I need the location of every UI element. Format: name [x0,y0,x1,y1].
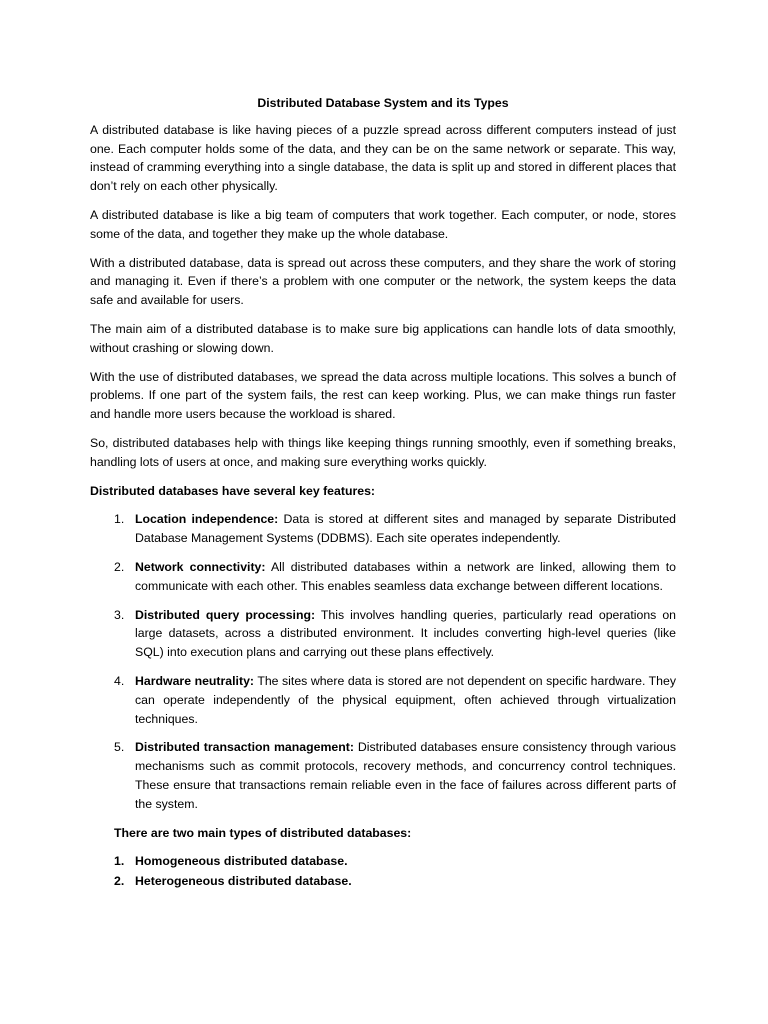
types-heading: There are two main types of distributed databases: [114,825,412,840]
paragraph-summary: So, distributed databases help with things like keeping things running smoothly, even if something breaks, handling lots of users at once, and making sure everything works quickly. [90,435,676,469]
feature-term: Distributed transaction management: [135,740,354,755]
feature-term: Hardware neutrality: [135,673,255,688]
features-list [90,510,676,813]
features-heading: Distributed databases have several key features: [90,483,376,498]
paragraph-intro: A distributed database is like having pieces of a puzzle spread across different computers instead of just one. Each computer holds some of the data, and they can be on the same network or separate. This way, instead of cramming everything into a single database, the data is split up and stored in different places that don’t rely on each other physically. [90,122,676,194]
feature-item-hardware-neutrality [90,672,676,728]
paragraph-benefits: With the use of distributed databases, we spread the data across multiple locations. This solves a bunch of problems. If one part of the system fails, the rest can keep working. Plus, we can make things run faster and handle more users because the workload is shared. [90,369,676,422]
type-label: Heterogeneous distributed database. [135,874,352,889]
list-number: 3. [114,607,125,622]
feature-term: Location independence: [135,512,279,527]
feature-item-network-connectivity [90,558,676,596]
list-number: 1. [114,512,125,527]
list-number: 2. [114,874,125,889]
type-label: Homogeneous distributed database. [135,854,348,869]
list-number: 1. [114,854,125,869]
feature-text: Distributed databases ensure consistency through various mechanisms such as commit protocols, recovery methods, and concurrency control techniques. These ensure that transactions remain reliable even in the face of failures across different parts of the system. [135,740,676,811]
document-body [90,94,676,892]
feature-term: Distributed query processing: [135,607,316,622]
type-item-heterogeneous [90,872,676,891]
list-number: 2. [114,559,125,574]
feature-text: The sites where data is stored are not dependent on specific hardware. They can operate independently of the physical equipment, often achieved through virtualization techniques. [135,673,677,726]
feature-text: This involves handling queries, particularly read operations on large datasets, across a distributed environment. It includes converting high-level queries (like SQL) into execution plans and carrying out these plans effectively. [135,607,676,660]
feature-item-location-independence [90,510,676,548]
feature-term: Network connectivity: [135,559,266,574]
type-item-homogeneous [90,852,676,871]
list-number: 5. [114,740,125,755]
types-list [90,852,676,891]
paragraph-team: A distributed database is like a big team of computers that work together. Each computer, or node, stores some of the data, and together they make up the whole database. [90,207,676,241]
paragraph-sharing: With a distributed database, data is spread out across these computers, and they share the work of storing and managing it. Even if there’s a problem with one computer or the network, the system keeps the data safe and available for users. [90,255,676,308]
document-title: Distributed Database System and its Types [257,96,509,110]
list-number: 4. [114,673,125,688]
feature-item-distributed-query-processing [90,606,676,662]
feature-text: Data is stored at different sites and managed by separate Distributed Database Management Systems (DDBMS). Each site operates independently. [135,512,676,546]
feature-item-distributed-transaction-management [90,738,676,813]
feature-text: All distributed databases within a network are linked, allowing them to communicate with each other. This enables seamless data exchange between different locations. [135,559,676,593]
paragraph-aim: The main aim of a distributed database is to make sure big applications can handle lots of data smoothly, without crashing or slowing down. [90,321,676,355]
